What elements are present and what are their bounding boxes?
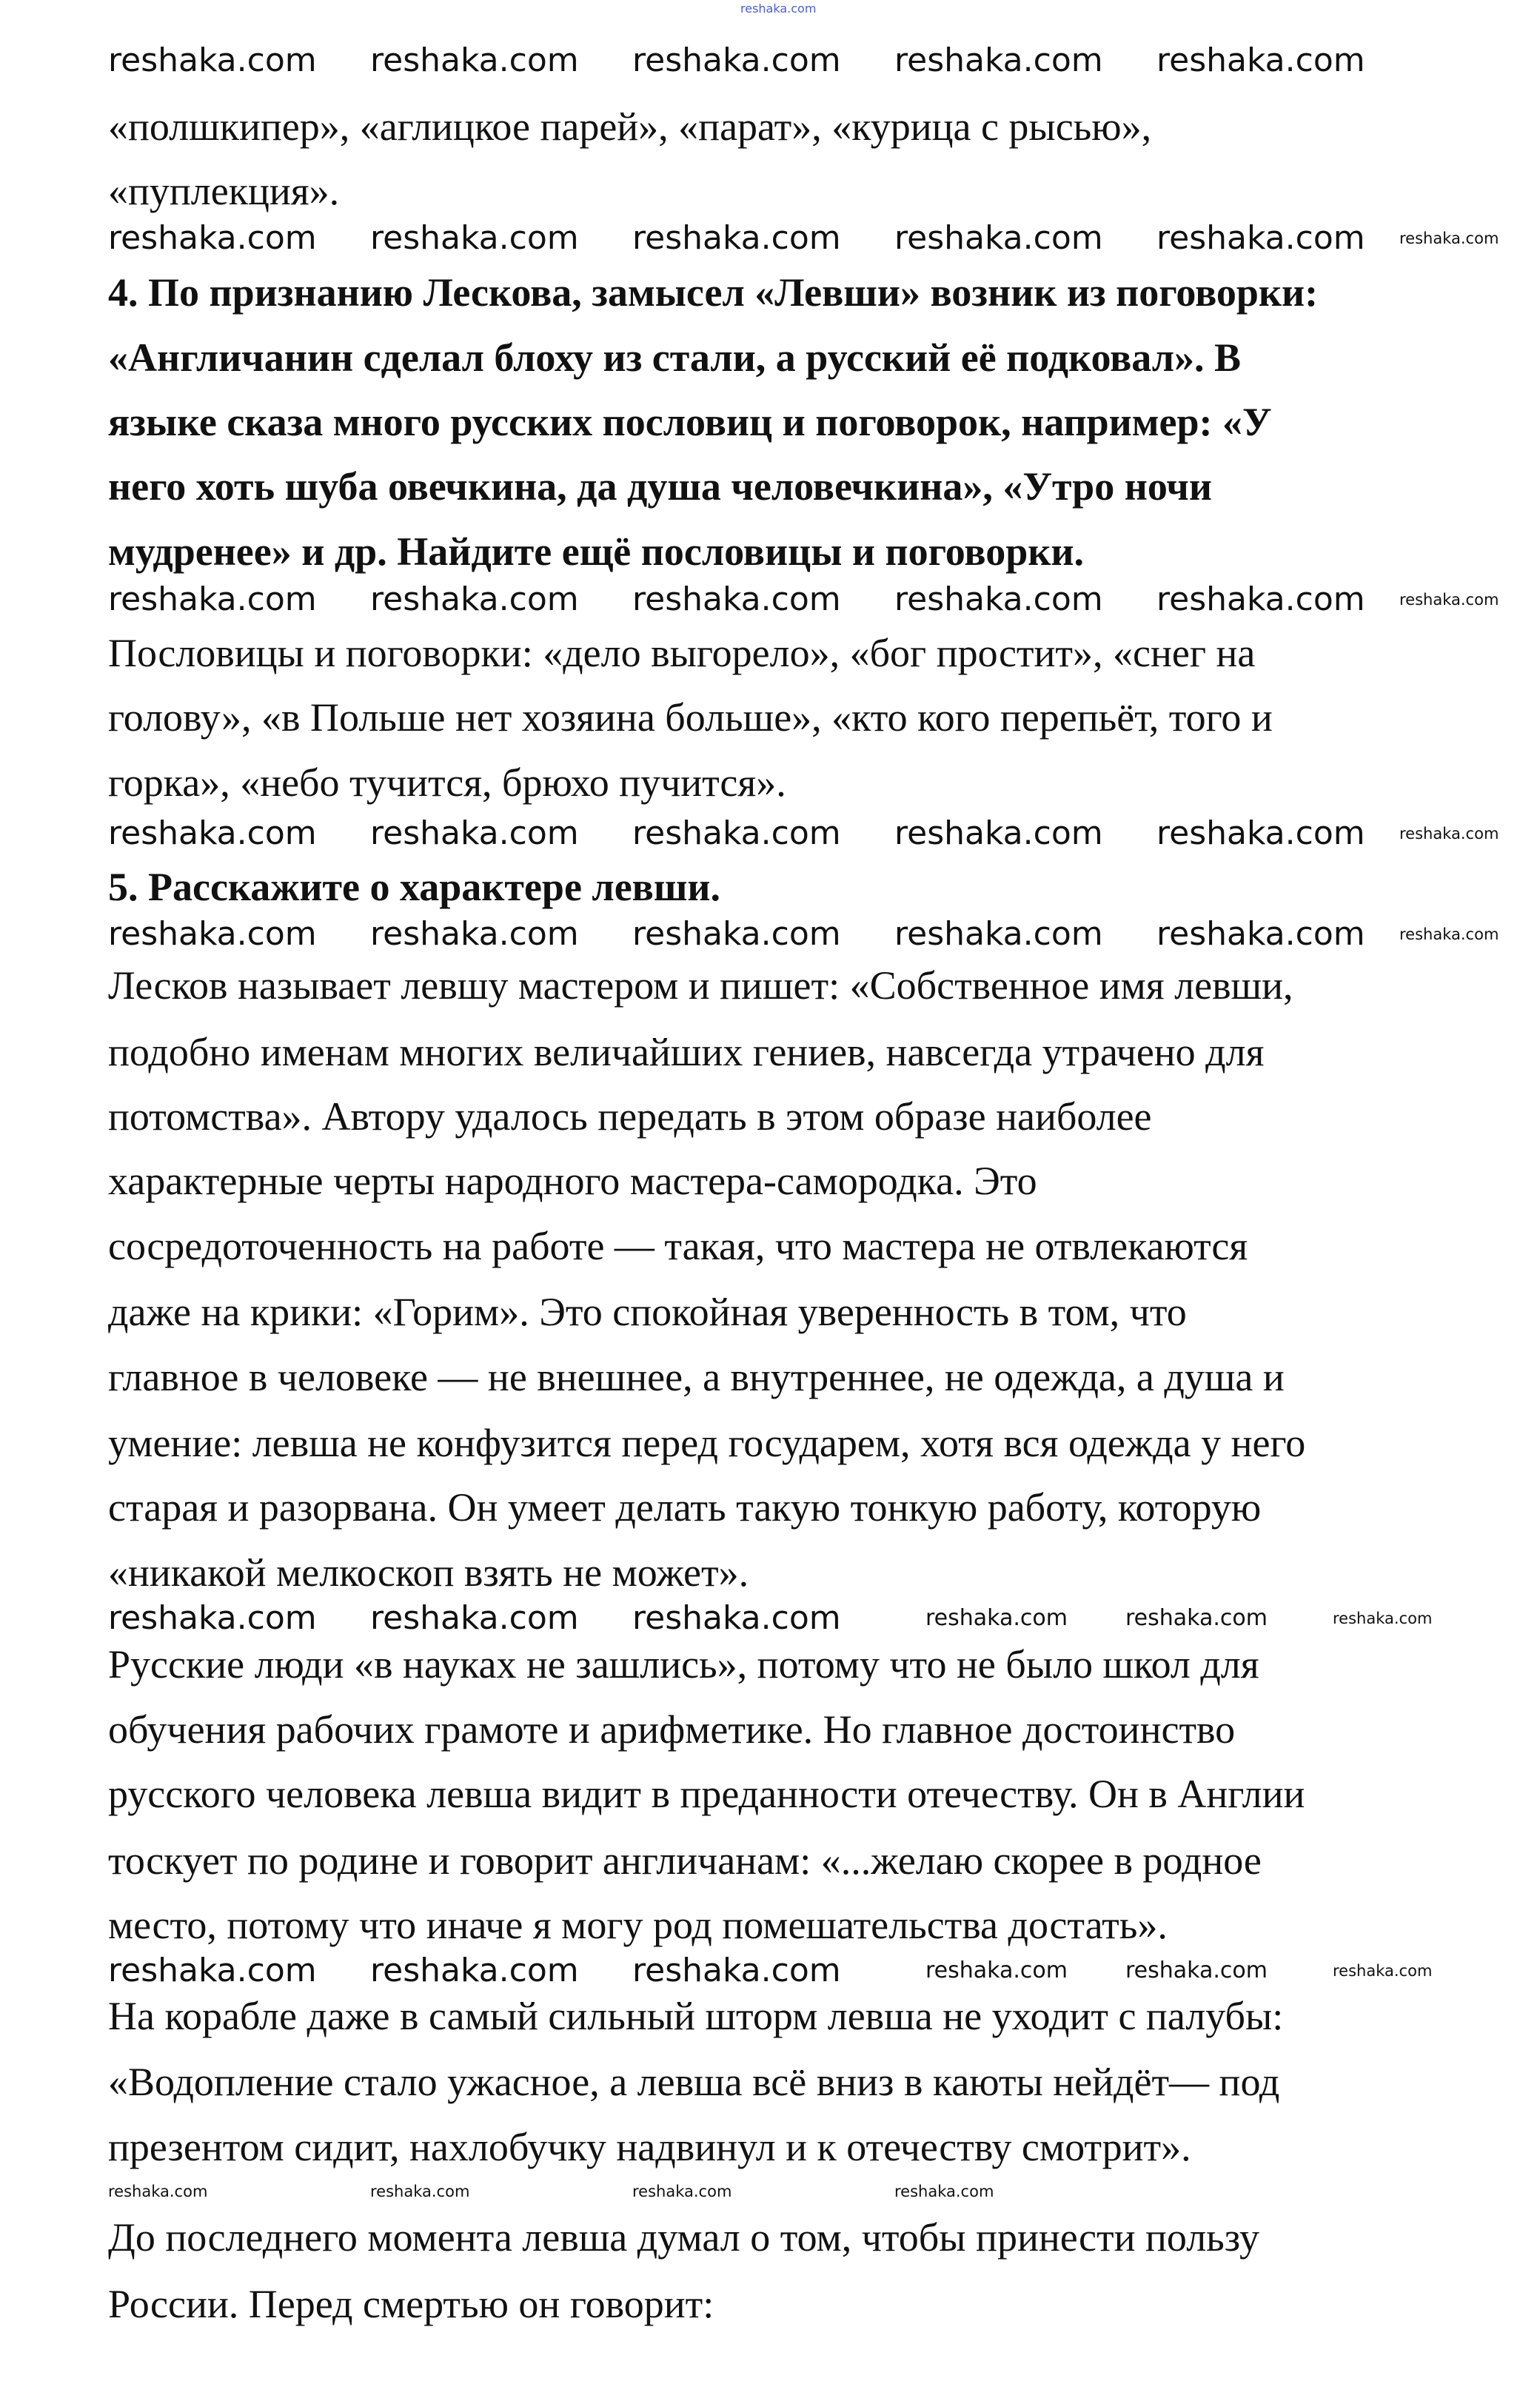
watermark: reshaka.com <box>632 814 841 852</box>
watermark: reshaka.com <box>632 2183 732 2200</box>
watermark: reshaka.com <box>1156 814 1365 852</box>
watermark: reshaka.com <box>370 580 579 618</box>
answer-text-line: «никакой мелкоскоп взять не может». <box>108 1550 749 1595</box>
watermark: reshaka.com <box>894 814 1103 852</box>
answer-text-line: Пословицы и поговорки: «дело выгорело», «бог простит», «снег на <box>108 631 1256 675</box>
answer-text-line: главное в человеке — не внешнее, а внутреннее, не одежда, а душа и <box>108 1355 1285 1399</box>
watermark: reshaka.com <box>1156 41 1365 79</box>
answer-text-line: Русские люди «в науках не зашлись», потому что не было школ для <box>108 1642 1259 1687</box>
watermark: reshaka.com <box>108 2183 208 2200</box>
answer-text-line: горка», «небо тучится, брюхо пучится». <box>108 760 786 805</box>
question-heading-line: языке сказа много русских пословиц и поговорок, например: «У <box>108 400 1272 444</box>
question-heading-line: 4. По признанию Лескова, замысел «Левши» возник из поговорки: <box>108 270 1319 315</box>
question-heading-line: 5. Расскажите о характере левши. <box>108 865 721 909</box>
watermark: reshaka.com <box>632 1599 841 1637</box>
answer-text-line: обучения рабочих грамоте и арифметике. Но главное достоинство <box>108 1707 1236 1752</box>
watermark: reshaka.com <box>1125 1605 1268 1631</box>
watermark: reshaka.com <box>894 580 1103 618</box>
answer-text-line: характерные черты народного мастера-самородка. Это <box>108 1159 1037 1203</box>
watermark: reshaka.com <box>632 219 841 257</box>
answer-text-line: подобно именам многих величайших гениев, навсегда утрачено для <box>108 1030 1265 1074</box>
answer-text-line: умение: левша не конфузится перед государем, хотя вся одежда у него <box>108 1421 1306 1465</box>
answer-text-line: русского человека левша видит в преданности отечеству. Он в Англии <box>108 1772 1305 1816</box>
watermark: reshaka.com <box>740 1 817 16</box>
answer-text-line: место, потому что иначе я могу род помешательства достать». <box>108 1903 1168 1947</box>
watermark: reshaka.com <box>370 1599 579 1637</box>
answer-text-line: старая и разорвана. Он умеет делать такую тонкую работу, которую <box>108 1485 1262 1530</box>
answer-text-line: голову», «в Польше нет хозяина больше», «кто кого перепьёт, того и <box>108 695 1273 740</box>
question-heading-line: мудренее» и др. Найдите ещё пословицы и поговорки. <box>108 529 1084 574</box>
watermark: reshaka.com <box>632 41 841 79</box>
watermark: reshaka.com <box>632 1952 841 1989</box>
answer-text-line: даже на крики: «Горим». Это спокойная уверенность в том, что <box>108 1290 1187 1334</box>
watermark: reshaka.com <box>108 814 317 852</box>
answer-text-line: «пуплекция». <box>108 169 340 213</box>
answer-text-line: «полшкипер», «аглицкое парей», «парат», «курица с рысью», <box>108 104 1152 149</box>
answer-text-line: презентом сидит, нахлобучку надвинул и к отечеству смотрит». <box>108 2125 1191 2169</box>
watermark: reshaka.com <box>894 219 1103 257</box>
watermark: reshaka.com <box>1399 230 1499 247</box>
answer-text-line: «Водопление стало ужасное, а левша всё вниз в каюты нейдёт— под <box>108 2060 1280 2104</box>
watermark: reshaka.com <box>925 1605 1068 1631</box>
answer-text-line: До последнего момента левша думал о том, чтобы принести пользу <box>108 2215 1259 2260</box>
watermark: reshaka.com <box>108 219 317 257</box>
watermark: reshaka.com <box>632 580 841 618</box>
watermark: reshaka.com <box>108 580 317 618</box>
watermark: reshaka.com <box>894 915 1103 953</box>
watermark: reshaka.com <box>108 41 317 79</box>
answer-text-line: тоскует по родине и говорит англичанам: «...желаю скорее в родное <box>108 1838 1262 1883</box>
question-heading-line: него хоть шуба овечкина, да душа человечкина», «Утро ночи <box>108 464 1212 509</box>
answer-text-line: Лесков называет левшу мастером и пишет: «Собственное имя левши, <box>108 963 1293 1008</box>
answer-text-line: сосредоточенность на работе — такая, что мастера не отвлекаются <box>108 1224 1248 1268</box>
watermark: reshaka.com <box>108 1952 317 1989</box>
watermark: reshaka.com <box>370 915 579 953</box>
watermark: reshaka.com <box>108 1599 317 1637</box>
question-heading-line: «Англичанин сделал блоху из стали, а русский её подковал». В <box>108 335 1242 380</box>
watermark: reshaka.com <box>1399 925 1499 943</box>
watermark: reshaka.com <box>1125 1958 1268 1983</box>
watermark: reshaka.com <box>1333 1962 1433 1980</box>
watermark: reshaka.com <box>894 41 1103 79</box>
watermark: reshaka.com <box>1156 580 1365 618</box>
watermark: reshaka.com <box>1156 219 1365 257</box>
watermark: reshaka.com <box>370 2183 470 2200</box>
watermark: reshaka.com <box>925 1958 1068 1983</box>
answer-text-line: России. Перед смертью он говорит: <box>108 2282 714 2326</box>
watermark: reshaka.com <box>370 41 579 79</box>
watermark: reshaka.com <box>1156 915 1365 953</box>
watermark: reshaka.com <box>632 915 841 953</box>
watermark: reshaka.com <box>370 219 579 257</box>
watermark: reshaka.com <box>1333 1610 1433 1627</box>
watermark: reshaka.com <box>370 814 579 852</box>
answer-text-line: На корабле даже в самый сильный шторм левша не уходит с палубы: <box>108 1994 1284 2038</box>
watermark: reshaka.com <box>370 1952 579 1989</box>
watermark: reshaka.com <box>1399 825 1499 843</box>
watermark: reshaka.com <box>108 915 317 953</box>
watermark: reshaka.com <box>1399 591 1499 609</box>
watermark: reshaka.com <box>894 2183 994 2200</box>
answer-text-line: потомства». Автору удалось передать в этом образе наиболее <box>108 1094 1152 1139</box>
